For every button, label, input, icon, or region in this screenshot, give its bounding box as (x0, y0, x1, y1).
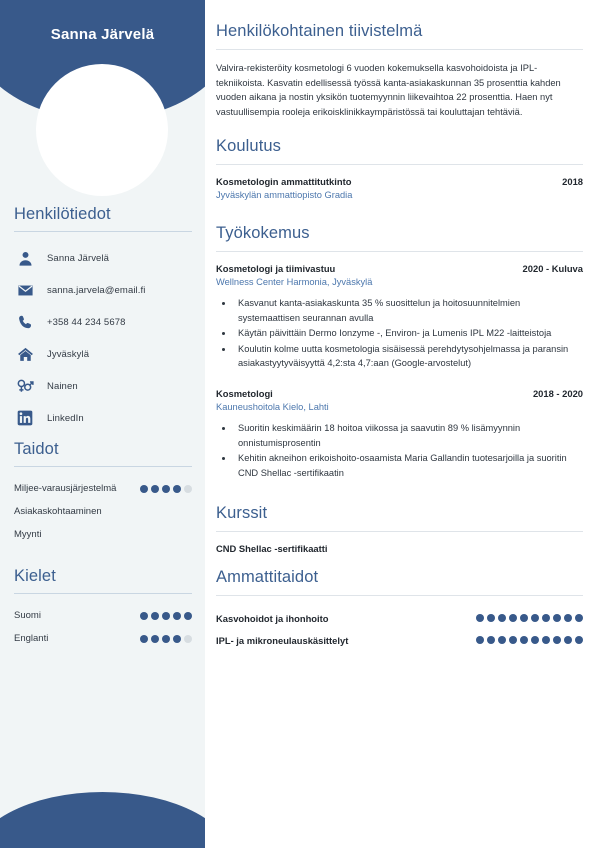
contact-value: Sanna Järvelä (47, 252, 110, 264)
entry-subtitle: Wellness Center Harmonia, Jyväskylä (216, 277, 373, 288)
rating-dot (498, 636, 506, 644)
rating-dot (476, 636, 484, 644)
profile-photo-placeholder (36, 64, 168, 196)
section-skills (14, 440, 192, 546)
spacer (216, 554, 583, 568)
section-title-education: Koulutus (216, 137, 282, 156)
rating-dot (509, 614, 517, 622)
professional-skill-row (216, 629, 583, 651)
language-rating-dots (140, 612, 192, 620)
contact-item-email[interactable] (14, 274, 192, 306)
rating-dot (151, 612, 159, 620)
skill-row (14, 523, 192, 546)
entry-title: Kosmetologin ammattitutkinto (216, 176, 352, 188)
spacer (216, 380, 583, 388)
entry-bullets (234, 421, 583, 480)
divider (216, 164, 583, 165)
spacer (216, 490, 583, 504)
section-title-skills: Taidot (14, 440, 59, 458)
rating-dot (553, 614, 561, 622)
rating-dot (184, 612, 192, 620)
language-row (14, 604, 192, 627)
section-languages (14, 567, 192, 650)
rating-dot (509, 636, 517, 644)
rating-dot (520, 636, 528, 644)
divider (14, 466, 192, 467)
rating-dot (520, 614, 528, 622)
section-education (216, 137, 583, 200)
contact-item-gender (14, 370, 192, 402)
section-title-summary: Henkilökohtainen tiivistelmä (216, 22, 423, 40)
professional-skill-label: Kasvohoidot ja ihonhoito (216, 612, 329, 624)
entry-subtitle: Jyväskylän ammattiopisto Gradia (216, 190, 353, 201)
linkedin-icon (14, 407, 36, 429)
course-item: CND Shellac -sertifikaatti (216, 543, 328, 555)
divider (14, 231, 192, 232)
contact-item-location (14, 338, 192, 370)
entry-date: 2018 (562, 176, 583, 188)
section-summary (216, 22, 583, 119)
professional-skill-dots (476, 614, 583, 622)
language-label: Englanti (14, 633, 49, 644)
divider (216, 595, 583, 596)
rating-dot (140, 612, 148, 620)
professional-skill-label: IPL- ja mikroneulauskäsittelyt (216, 634, 349, 646)
home-icon (14, 343, 36, 365)
rating-dot (140, 635, 148, 643)
rating-dot (498, 614, 506, 622)
gender-icon (14, 375, 36, 397)
section-personal-info (14, 205, 192, 434)
entry-header (216, 176, 583, 187)
contact-list (14, 242, 192, 434)
divider (216, 251, 583, 252)
professional-skill-dots (476, 636, 583, 644)
rating-dot (162, 485, 170, 493)
candidate-name-banner: Sanna Järvelä (50, 26, 155, 43)
skill-label: Miljee-varausjärjestelmä (14, 483, 117, 494)
section-title-languages: Kielet (14, 567, 56, 585)
contact-value: LinkedIn (47, 412, 84, 424)
phone-icon (14, 311, 36, 333)
divider (14, 593, 192, 594)
rating-dot (487, 636, 495, 644)
entry-title: Kosmetologi ja tiimivastuu (216, 263, 336, 275)
section-title-experience: Työkokemus (216, 224, 310, 243)
summary-text: Valvira-rekisteröity kosmetologi 6 vuoden kokemuksella kasvohoidoista ja IPL-tekniikoista. Kasvatin edellisessä työssä kanta-asiakaskunnan 35 prosenttia kahden vuoden aikana ja nostin yksikön tuotemyynnin liikevaihtoa 22 prosenttia. Haen nyt vastuullisempia rooleja erikoisklinikkaympäristössä tai kouluttajan tehtäviä. (216, 63, 561, 117)
entry-date: 2020 - Kuluva (522, 263, 583, 275)
section-title-personal-info: Henkilötiedot (14, 205, 111, 223)
rating-dot (542, 614, 550, 622)
contact-value: Nainen (47, 380, 78, 392)
section-professional-skills (216, 568, 583, 651)
entry-header (216, 388, 583, 399)
rating-dot (140, 485, 148, 493)
sidebar-footer-curve (0, 792, 205, 848)
contact-item-name (14, 242, 192, 274)
main-content (205, 0, 600, 848)
education-entry (216, 176, 583, 200)
rating-dot (564, 636, 572, 644)
experience-entry (216, 263, 583, 370)
professional-skill-row (216, 607, 583, 629)
section-experience (216, 224, 583, 480)
contact-item-linkedin[interactable] (14, 402, 192, 434)
language-label: Suomi (14, 610, 41, 621)
rating-dot (531, 636, 539, 644)
entry-bullets (234, 296, 583, 370)
bullet-item: • Kasvanut kanta-asiakaskunta 35 % suosittelun ja hoitosuunnitelmien systemaattisen seurannan avulla (234, 296, 583, 325)
language-rating-dots (140, 635, 192, 643)
divider (216, 49, 583, 50)
contact-item-phone[interactable] (14, 306, 192, 338)
rating-dot (542, 636, 550, 644)
rating-dot (162, 635, 170, 643)
contact-value: sanna.jarvela@email.fi (47, 284, 146, 296)
rating-dot (162, 612, 170, 620)
rating-dot (553, 636, 561, 644)
section-title-professional-skills: Ammattitaidot (216, 568, 319, 587)
sidebar (0, 0, 205, 848)
rating-dot (487, 614, 495, 622)
entry-header (216, 263, 583, 274)
skill-row (14, 477, 192, 500)
contact-value: Jyväskylä (47, 348, 90, 360)
skill-rating-dots (140, 485, 192, 493)
person-icon (14, 247, 36, 269)
entry-subtitle: Kauneushoitola Kielo, Lahti (216, 402, 329, 413)
skill-label: Myynti (14, 529, 42, 540)
contact-value: +358 44 234 5678 (47, 316, 126, 328)
experience-entry (216, 388, 583, 480)
bullet-item: • Käytän päivittäin Dermo Ionzyme -, Environ- ja Lumenis IPL M22 -laitteistoja (234, 326, 583, 340)
rating-dot (173, 635, 181, 643)
skill-label: Asiakaskohtaaminen (14, 506, 102, 517)
section-courses (216, 504, 583, 554)
entry-date: 2018 - 2020 (532, 388, 583, 400)
envelope-icon (14, 279, 36, 301)
rating-dot (184, 485, 192, 493)
spacer (216, 210, 583, 224)
rating-dot (151, 635, 159, 643)
rating-dot (564, 614, 572, 622)
bullet-item: • Suoritin keskimäärin 18 hoitoa viikossa ja saavutin 89 % lisämyynnin onnistumisprosentin (234, 421, 583, 450)
rating-dot (531, 614, 539, 622)
rating-dot (151, 485, 159, 493)
rating-dot (575, 636, 583, 644)
rating-dot (184, 635, 192, 643)
rating-dot (575, 614, 583, 622)
entry-title: Kosmetologi (216, 388, 273, 400)
rating-dot (173, 612, 181, 620)
divider (216, 531, 583, 532)
language-row (14, 627, 192, 650)
bullet-item: • Koulutin kolme uutta kosmetologia sisäisessä perehdytysohjelmassa ja paransin asiakastyytyväisyyttä 4,2:sta 4,7:aan (Google-arvostelut) (234, 342, 583, 371)
rating-dot (476, 614, 484, 622)
rating-dot (173, 485, 181, 493)
section-title-courses: Kurssit (216, 504, 268, 523)
skill-row (14, 500, 192, 523)
bullet-item: • Kehitin akneihon erikoishoito-osaamista Maria Gallandin tuotesarjoilla ja suoritin CND Shellac -sertifikaatin (234, 451, 583, 480)
